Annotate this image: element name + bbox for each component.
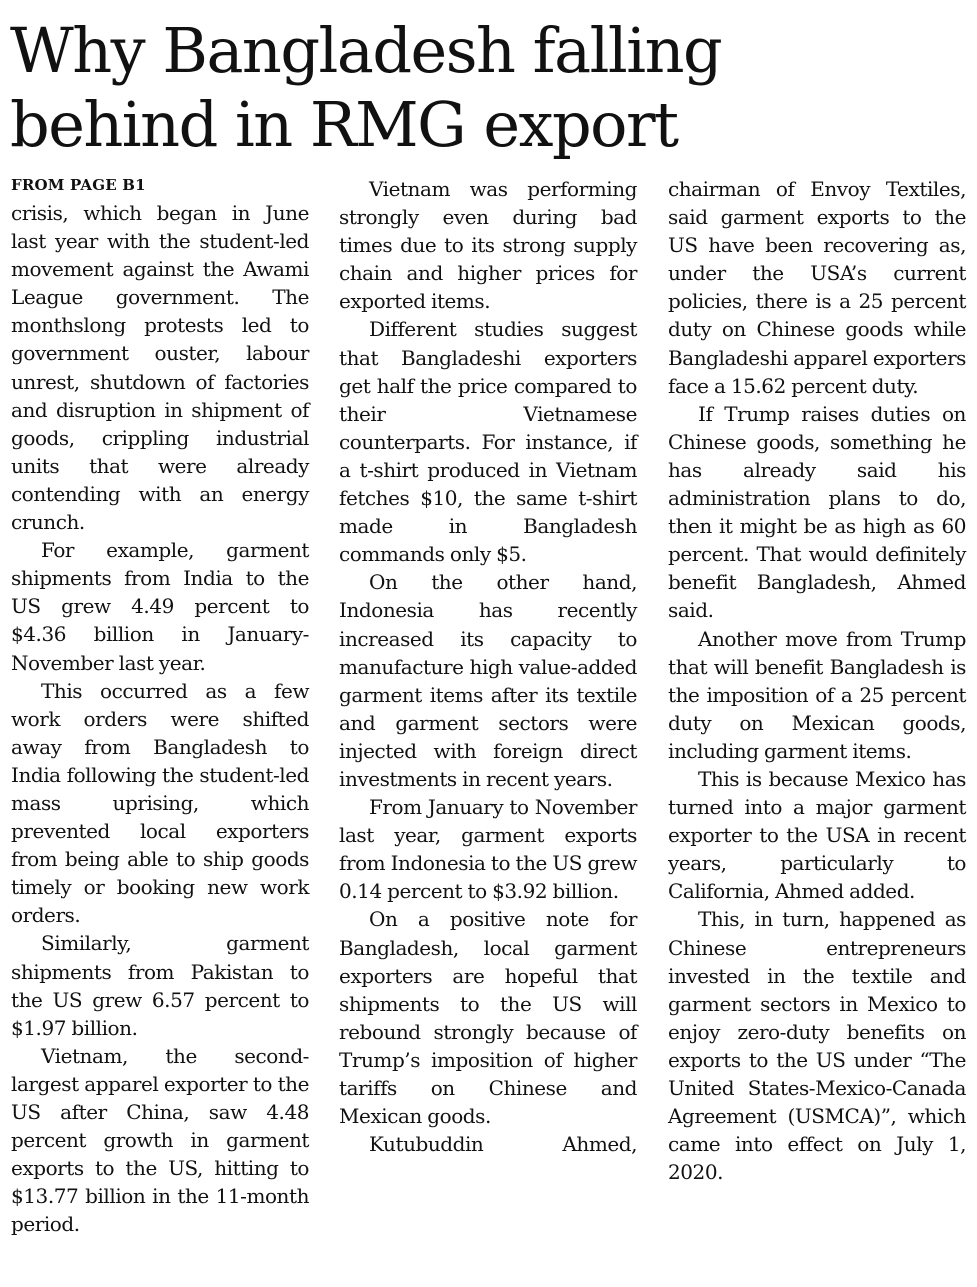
- paragraph: This, in turn, happened as Chinese entrepreneurs invested in the textile and garment sectors in Mexico to enjoy zero-duty benefits on exports to the US under “The United States-Mexico-Canada Agreement (USMCA)”, which came into effect on July 1, 2020.: [668, 907, 966, 1185]
- paragraph: Another move from Trump that will benefit Bangladesh is the imposition of a 25 percent duty on Mexican goods, including garment items.: [668, 626, 966, 763]
- paragraph: Similarly, garment shipments from Pakistan to the US grew 6.57 percent to $1.97 billion.: [11, 931, 309, 1040]
- paragraph: On a positive note for Bangladesh, local garment exporters are hopeful that shipments to the US will rebound strongly because of Trump’s imposition of higher tariffs on Chinese and Mexican goods.: [339, 907, 637, 1129]
- paragraph: Vietnam was performing strongly even during bad times due to its strong supply chain and higher prices for exported items.: [339, 177, 637, 314]
- headline-line-2: behind in RMG export: [10, 88, 678, 161]
- paragraph: Kutubuddin Ahmed,: [369, 1132, 637, 1157]
- paragraph: From January to November last year, garment exports from Indonesia to the US grew 0.14 percent to $3.92 billion.: [339, 795, 637, 904]
- headline: [10, 14, 960, 162]
- paragraph: chairman of Envoy Textiles, said garment exports to the US have been recovering as, under the USA’s current policies, there is a 25 percent duty on Chinese goods while Bangladeshi apparel exporters face a 15.62 percent duty.: [668, 177, 966, 398]
- paragraph: This occurred as a few work orders were shifted away from Bangladesh to India following the student-led mass uprising, which prevented local exporters from being able to ship goods timely or booking new work orders.: [11, 678, 309, 928]
- column-1: [11, 199, 309, 1238]
- paragraph: If Trump raises duties on Chinese goods, something he has already said his administration plans to do, then it might be as high as 60 percent. That would definitely benefit Bangladesh, Ahmed said.: [668, 401, 966, 623]
- paragraph: crisis, which began in June last year with the student-led movement against the Awami League government. The monthslong protests led to government ouster, labour unrest, shutdown of factories and disruption in shipment of goods, crippling industrial units that were already contending with an energy crunch.: [11, 201, 309, 535]
- column-3: [668, 175, 966, 1186]
- dateline: FROM PAGE B1: [11, 176, 146, 194]
- paragraph: Vietnam, the second-largest apparel exporter to the US after China, saw 4.48 percent growth in garment exports to the US, hitting to $13.77 billion in the 11-month period.: [11, 1043, 309, 1237]
- paragraph: This is because Mexico has turned into a major garment exporter to the USA in recent years, particularly to California, Ahmed added.: [668, 766, 966, 904]
- headline-line-1: Why Bangladesh falling: [10, 14, 722, 87]
- paragraph: For example, garment shipments from India to the US grew 4.49 percent to $4.36 billion in January-November last year.: [11, 538, 309, 675]
- paragraph: On the other hand, Indonesia has recently increased its capacity to manufacture high value-added garment items after its textile and garment sectors were injected with foreign direct investments in recent years.: [339, 570, 637, 791]
- paragraph: Different studies suggest that Bangladeshi exporters get half the price compared to their Vietnamese counterparts. For instance, if a t-shirt produced in Vietnam fetches $10, the same t-shirt made in Bangladesh commands only $5.: [339, 317, 637, 567]
- column-2: [339, 175, 637, 1158]
